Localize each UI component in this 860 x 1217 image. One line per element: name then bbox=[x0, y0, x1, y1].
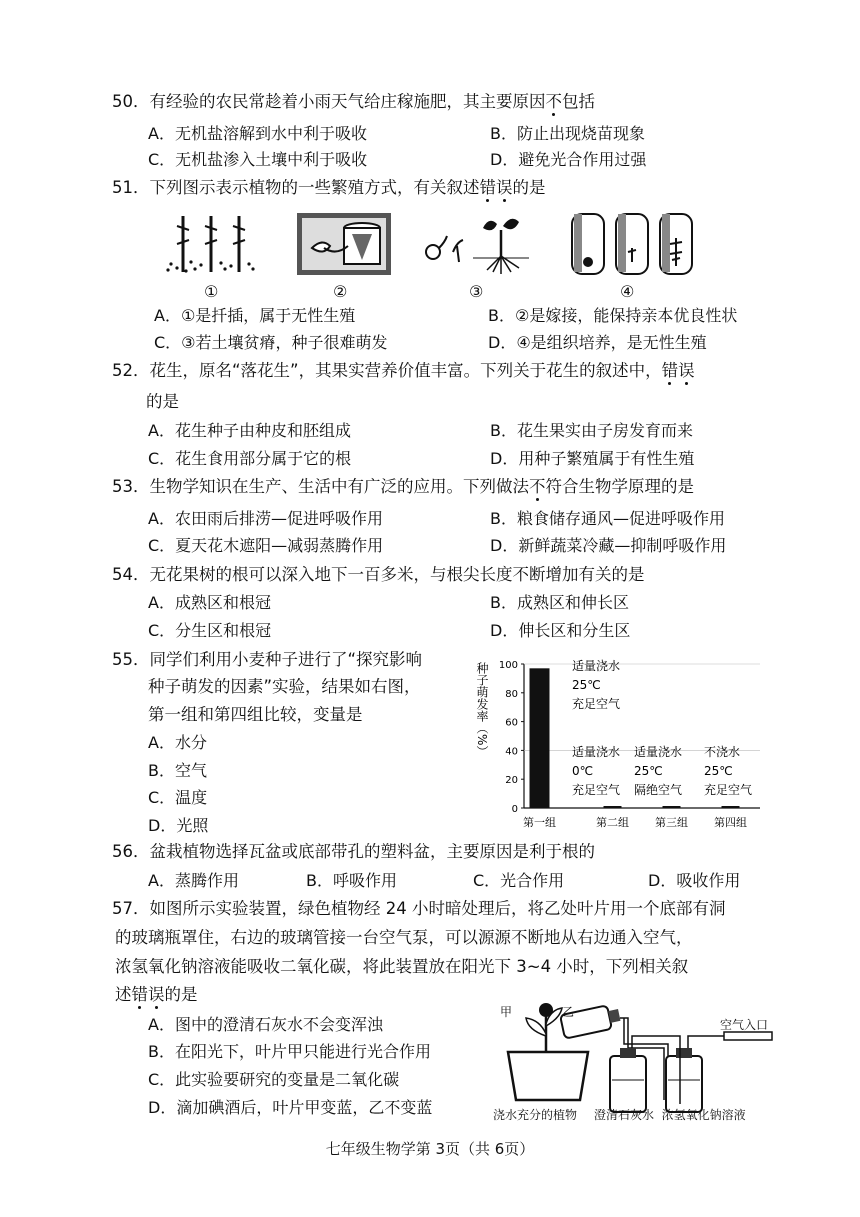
q53-option-d: D．新鲜蔬菜冷藏—抑制呼吸作用 bbox=[490, 536, 727, 555]
y-tick-label: 20 bbox=[505, 775, 518, 787]
question-57-line3: 浓氢氧化钠溶液能吸收二氧化碳，将此装置放在阳光下 3~4 小时，下列相关叙 bbox=[115, 957, 689, 976]
q52-option-c: C．花生食用部分属于它的根 bbox=[148, 449, 352, 468]
q55-option-a: A．水分 bbox=[148, 733, 207, 752]
q55-option-b: B．空气 bbox=[148, 761, 207, 780]
condition-annotation: 0℃ bbox=[572, 764, 594, 778]
q53-option-c: C．夏天花木遮阳—减弱蒸腾作用 bbox=[148, 536, 384, 555]
q50-option-a: A．无机盐溶解到水中利于吸收 bbox=[148, 124, 367, 143]
q56-option-b: B．呼吸作用 bbox=[306, 871, 397, 890]
condition-annotation: 适量浇水 bbox=[634, 745, 683, 759]
question-55-line2: 种子萌发的因素”实验，结果如右图， bbox=[148, 677, 421, 696]
question-56-stem: 56．盆栽植物选择瓦盆或底部带孔的塑料盆，主要原因是利于根的 bbox=[112, 842, 595, 861]
category-label: 第三组 bbox=[655, 816, 688, 829]
question-55-line1: 55．同学们利用小麦种子进行了“探究影响 bbox=[112, 650, 423, 669]
q57-option-b: B．在阳光下，叶片甲只能进行光合作用 bbox=[148, 1042, 431, 1061]
question-52-stem-line2: 的是 bbox=[146, 392, 179, 411]
grafting-figure bbox=[296, 212, 392, 276]
cutting-figure bbox=[165, 212, 260, 278]
q55-option-d: D．光照 bbox=[148, 816, 209, 835]
category-label: 第一组 bbox=[523, 816, 556, 829]
q56-option-c: C．光合作用 bbox=[473, 871, 565, 890]
q50-option-c: C．无机盐渗入土壤中利于吸收 bbox=[148, 150, 368, 169]
condition-annotation: 不浇水 bbox=[704, 745, 741, 759]
question-52-stem: 52．花生，原名“落花生”，其果实营养价值丰富。下列关于花生的叙述中，错误 bbox=[112, 361, 695, 380]
q51-option-d: D．④是组织培养，是无性生殖 bbox=[488, 333, 707, 352]
question-55-line3: 第一组和第四组比较，变量是 bbox=[148, 705, 363, 724]
q56-option-a: A．蒸腾作用 bbox=[148, 871, 239, 890]
condition-annotation: 适量浇水 bbox=[572, 745, 621, 759]
condition-annotation: 充足空气 bbox=[704, 783, 753, 797]
page-footer: 七年级生物学第 3页（共 6页） bbox=[325, 1140, 535, 1158]
condition-annotation: 25℃ bbox=[572, 678, 601, 692]
q51-option-c: C．③若土壤贫瘠，种子很难萌发 bbox=[154, 333, 388, 352]
q52-option-a: A．花生种子由种皮和胚组成 bbox=[148, 421, 351, 440]
question-53-stem: 53．生物学知识在生产、生活中有广泛的应用。下列做法不符合生物学原理的是 bbox=[112, 477, 694, 496]
bar bbox=[604, 806, 622, 808]
category-label: 第四组 bbox=[714, 816, 747, 829]
bottle-caption: 澄清石灰水 浓氢氧化钠溶液 bbox=[594, 1108, 746, 1122]
seed-germination-figure bbox=[423, 212, 533, 278]
figure-label-4: ④ bbox=[620, 282, 635, 301]
question-50-stem: 50．有经验的农民常趁着小雨天气给庄稼施肥，其主要原因不包括 bbox=[112, 92, 595, 111]
q57-option-d: D．滴加碘酒后，叶片甲变蓝，乙不变蓝 bbox=[148, 1098, 433, 1117]
q52-option-b: B．花生果实由子房发育而来 bbox=[490, 421, 693, 440]
germination-rate-chart bbox=[468, 652, 768, 837]
figure-label-1: ① bbox=[204, 282, 219, 301]
category-label: 第二组 bbox=[596, 816, 629, 829]
condition-annotation: 充足空气 bbox=[572, 783, 621, 797]
figure-label-3: ③ bbox=[469, 282, 484, 301]
leaf-jia-label: 甲 bbox=[500, 1005, 513, 1019]
question-51-stem: 51．下列图示表示植物的一些繁殖方式，有关叙述错误的是 bbox=[112, 178, 546, 197]
q50-option-b: B．防止出现烧苗现象 bbox=[490, 124, 645, 143]
q50-option-d: D．避免光合作用过强 bbox=[490, 150, 647, 169]
q51-option-a: A．①是扦插，属于无性生殖 bbox=[154, 306, 356, 325]
condition-annotation: 25℃ bbox=[704, 764, 733, 778]
q53-option-b: B．粮食储存通风—促进呼吸作用 bbox=[490, 509, 725, 528]
q51-option-b: B．②是嫁接，能保持亲本优良性状 bbox=[488, 306, 738, 325]
tissue-culture-figure bbox=[568, 212, 698, 278]
y-tick-label: 80 bbox=[505, 688, 518, 700]
q53-option-a: A．农田雨后排涝—促进呼吸作用 bbox=[148, 509, 383, 528]
condition-annotation: 25℃ bbox=[634, 764, 663, 778]
q54-option-d: D．伸长区和分生区 bbox=[490, 621, 631, 640]
q56-option-d: D．吸收作用 bbox=[648, 871, 741, 890]
q55-option-c: C．温度 bbox=[148, 788, 208, 807]
y-tick-label: 60 bbox=[505, 717, 518, 729]
bar bbox=[530, 668, 550, 808]
leaf-yi-label: 乙 bbox=[562, 1005, 575, 1019]
y-axis-label: 种子萌发率（%） bbox=[475, 662, 489, 758]
question-57-line4: 述错误的是 bbox=[115, 985, 198, 1004]
y-tick-label: 0 bbox=[511, 804, 518, 815]
y-tick-label: 100 bbox=[498, 660, 518, 671]
condition-annotation: 充足空气 bbox=[572, 697, 621, 711]
condition-annotation: 适量浇水 bbox=[572, 659, 621, 673]
y-tick-label: 40 bbox=[505, 746, 518, 758]
q54-option-c: C．分生区和根冠 bbox=[148, 621, 272, 640]
figure-label-2: ② bbox=[333, 282, 348, 301]
question-54-stem: 54．无花果树的根可以深入地下一百多米，与根尖长度不断增加有关的是 bbox=[112, 565, 645, 584]
question-57-line1: 57．如图所示实验装置，绿色植物经 24 小时暗处理后，将乙处叶片用一个底部有洞 bbox=[112, 899, 726, 918]
bar bbox=[722, 806, 740, 808]
question-57-line2: 的玻璃瓶罩住，右边的玻璃管接一台空气泵，可以源源不断地从右边通入空气， bbox=[115, 928, 693, 947]
plant-caption: 浇水充分的植物 bbox=[493, 1108, 578, 1122]
bar bbox=[663, 806, 681, 808]
condition-annotation: 隔绝空气 bbox=[634, 783, 683, 797]
q57-option-c: C．此实验要研究的变量是二氧化碳 bbox=[148, 1070, 400, 1089]
q57-option-a: A．图中的澄清石灰水不会变浑浊 bbox=[148, 1015, 383, 1034]
q52-option-d: D．用种子繁殖属于有性生殖 bbox=[490, 449, 695, 468]
air-inlet-label: 空气入口 bbox=[720, 1018, 769, 1032]
q54-option-a: A．成熟区和根冠 bbox=[148, 593, 271, 612]
q54-option-b: B．成熟区和伸长区 bbox=[490, 593, 629, 612]
